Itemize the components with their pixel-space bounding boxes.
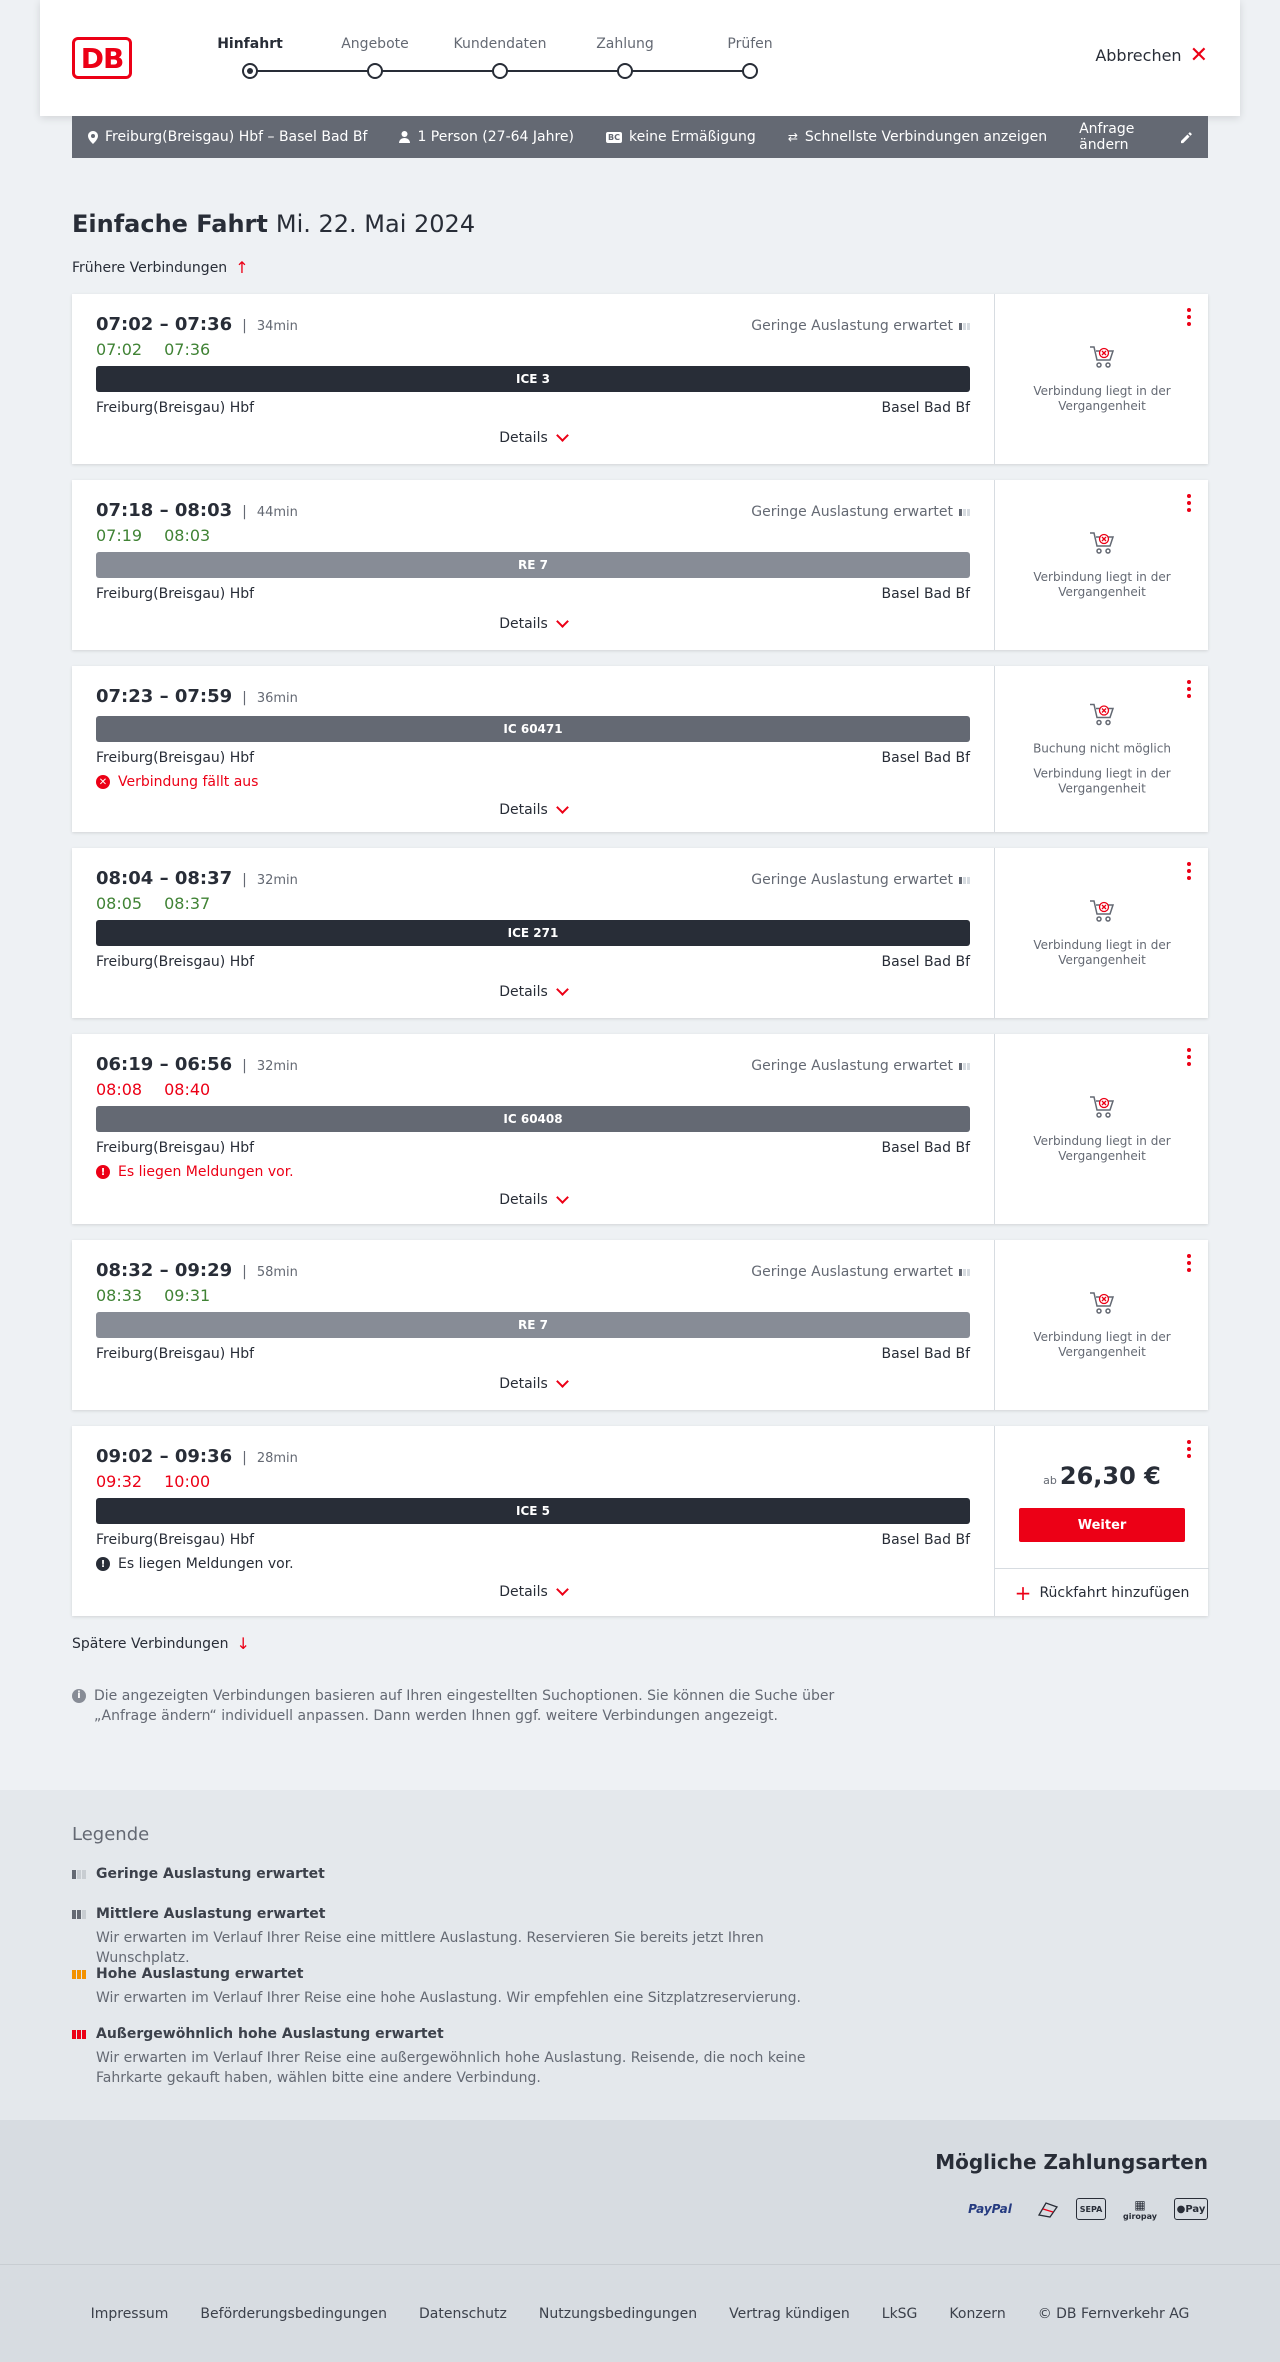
times-separator: | xyxy=(242,1058,247,1074)
realtime-arrival: 08:40 xyxy=(164,1080,211,1099)
occupancy-low-icon xyxy=(959,877,970,884)
duration: 32min xyxy=(256,1059,298,1074)
add-return-trip-label: Rückfahrt hinzufügen xyxy=(1039,1584,1190,1601)
stations xyxy=(96,1346,970,1362)
details-toggle[interactable] xyxy=(72,1584,994,1600)
connection-card[interactable] xyxy=(72,1240,1208,1410)
legend-section xyxy=(0,1790,1280,2120)
connection-side-panel xyxy=(994,1426,1208,1616)
unavailable-info xyxy=(995,1290,1209,1360)
apple-glyph: ● xyxy=(1176,2203,1186,2215)
route-summary xyxy=(88,129,367,145)
occupancy-low-icon xyxy=(959,1269,970,1276)
departure-station: Freiburg(Breisgau) Hbf xyxy=(96,400,255,416)
duration: 58min xyxy=(256,1265,298,1280)
payment-icons xyxy=(960,2196,1208,2222)
stations xyxy=(96,400,970,416)
unavailable-message: Buchung nicht möglich xyxy=(1033,741,1171,756)
connection-side-panel xyxy=(994,1240,1208,1410)
person-icon xyxy=(399,131,410,143)
times-separator: | xyxy=(242,690,247,706)
cart-unavailable-icon xyxy=(1011,344,1193,374)
paypal-icon: PayPal xyxy=(968,2202,1012,2216)
close-icon: ✕ xyxy=(1189,42,1208,68)
occupancy-level-icon xyxy=(72,1910,88,1919)
legend-item-title xyxy=(72,2026,852,2042)
planned-times: 07:18 – 08:03 xyxy=(96,500,233,521)
train-bar[interactable]: ICE 5 xyxy=(96,1498,970,1524)
legend-item-label: Außergewöhnlich hohe Auslastung erwartet xyxy=(96,2026,444,2042)
duration: 34min xyxy=(256,319,298,334)
cart-unavailable-icon xyxy=(1011,702,1193,732)
chevron-down-icon xyxy=(556,1375,569,1388)
more-options-icon[interactable] xyxy=(1184,1440,1194,1458)
earlier-connections-link[interactable] xyxy=(72,258,249,277)
arrow-down-icon: ↓ xyxy=(236,1634,250,1653)
planned-times: 07:23 – 07:59 xyxy=(96,686,233,707)
occupancy-low-icon xyxy=(959,509,970,516)
planned-times: 09:02 – 09:36 xyxy=(96,1446,233,1467)
occupancy-level-icon xyxy=(72,2030,88,2039)
details-label: Details xyxy=(499,1376,548,1392)
trip-date: Mi. 22. Mai 2024 xyxy=(275,210,476,238)
arrival-station: Basel Bad Bf xyxy=(881,586,970,602)
occupancy-text: Geringe Auslastung erwartet xyxy=(751,1058,953,1074)
passenger-text: 1 Person (27-64 Jahre) xyxy=(417,129,574,145)
details-toggle[interactable] xyxy=(72,802,994,818)
unavailable-message: Verbindung liegt in der Vergangenheit xyxy=(1033,766,1171,796)
connection-card[interactable] xyxy=(72,1426,1208,1616)
unavailable-info xyxy=(995,344,1209,414)
stations xyxy=(96,750,970,766)
step-zahlung[interactable]: Zahlung xyxy=(596,36,654,52)
connection-main[interactable] xyxy=(72,1426,994,1616)
realtime-departure: 08:33 xyxy=(96,1286,143,1305)
times-separator: | xyxy=(242,872,247,888)
step-dot-kundendaten xyxy=(492,63,508,79)
arrival-station: Basel Bad Bf xyxy=(881,750,970,766)
more-options-icon[interactable] xyxy=(1184,862,1194,880)
connection-side-panel xyxy=(994,1034,1208,1224)
connection-main[interactable] xyxy=(72,294,994,464)
realtime-arrival: 08:37 xyxy=(164,894,211,913)
realtime-times xyxy=(96,1286,210,1305)
giropay-label: giropay xyxy=(1122,2211,1157,2221)
discount-summary xyxy=(606,129,756,145)
duration: 44min xyxy=(256,505,298,520)
cart-unavailable-icon xyxy=(1011,1094,1193,1124)
earlier-connections-label: Frühere Verbindungen xyxy=(72,259,228,276)
step-angebote[interactable]: Angebote xyxy=(341,36,409,52)
connection-main[interactable] xyxy=(72,666,994,832)
planned-times: 06:19 – 06:56 xyxy=(96,1054,233,1075)
details-toggle[interactable] xyxy=(72,1192,994,1208)
unavailable-message: Verbindung liegt in der Vergangenheit xyxy=(1033,570,1171,599)
stations xyxy=(96,1140,970,1156)
details-toggle[interactable] xyxy=(72,984,994,1000)
bahncard-icon: BC xyxy=(608,132,620,142)
legend-item xyxy=(72,1966,852,2008)
realtime-departure: 07:02 xyxy=(96,340,143,359)
connection-times xyxy=(96,1054,298,1075)
realtime-arrival: 07:36 xyxy=(164,340,211,359)
more-options-icon[interactable] xyxy=(1184,494,1194,512)
connection-times xyxy=(96,500,298,521)
details-label: Details xyxy=(499,616,548,632)
departure-station: Freiburg(Breisgau) Hbf xyxy=(96,1346,255,1362)
occupancy-text: Geringe Auslastung erwartet xyxy=(751,872,953,888)
db-logo[interactable]: DB xyxy=(72,37,132,79)
apple-pay-icon xyxy=(1174,2198,1208,2220)
departure-station: Freiburg(Breisgau) Hbf xyxy=(96,750,255,766)
passenger-summary xyxy=(399,129,574,145)
chevron-down-icon xyxy=(556,983,569,996)
connection-times xyxy=(96,868,298,889)
footer-link[interactable]: © DB Fernverkehr AG xyxy=(1037,2305,1190,2322)
times-separator: | xyxy=(242,318,247,334)
connection-card[interactable] xyxy=(72,666,1208,832)
realtime-times xyxy=(96,526,210,545)
connection-times xyxy=(96,314,298,335)
connection-times xyxy=(96,1446,298,1467)
occupancy-info xyxy=(751,1264,970,1280)
trip-type: Einfache Fahrt xyxy=(72,210,268,238)
more-options-icon[interactable] xyxy=(1184,680,1194,698)
connection-main[interactable] xyxy=(72,480,994,650)
departure-station: Freiburg(Breisgau) Hbf xyxy=(96,1532,255,1548)
giropay-symbol: ▦ xyxy=(1134,2197,1146,2212)
legend-item-label: Geringe Auslastung erwartet xyxy=(96,1866,325,1882)
notice-text: Es liegen Meldungen vor. xyxy=(118,1556,294,1572)
train-bar[interactable]: ICE 3 xyxy=(96,366,970,392)
footer xyxy=(0,2264,1280,2362)
connection-card[interactable] xyxy=(72,848,1208,1018)
price: 26,30 € xyxy=(1059,1462,1161,1490)
price-prefix: ab xyxy=(1043,1474,1057,1487)
info-note-text: Die angezeigten Verbindungen basieren auf Ihren eingestellten Suchoptionen. Sie können die Suche über „Anfrage ändern“ individuell anpassen. Dann werden Ihnen ggf. weitere Verbindungen angezeigt. xyxy=(94,1688,835,1724)
cancelled-icon: ✕ xyxy=(96,775,110,789)
connection-notice xyxy=(96,1556,294,1572)
occupancy-level-icon xyxy=(72,1870,88,1879)
stations xyxy=(96,954,970,970)
connection-notice xyxy=(96,774,258,790)
details-label: Details xyxy=(499,1192,548,1208)
option-summary xyxy=(788,129,1047,145)
details-label: Details xyxy=(499,984,548,1000)
connection-card[interactable] xyxy=(72,294,1208,464)
connection-times xyxy=(96,686,298,707)
giropay-icon xyxy=(1122,2196,1158,2222)
arrival-station: Basel Bad Bf xyxy=(881,1346,970,1362)
legend-item-title xyxy=(72,1906,852,1922)
train-bar[interactable]: RE 7 xyxy=(96,552,970,578)
route-text: Freiburg(Breisgau) Hbf – Basel Bad Bf xyxy=(105,129,368,145)
occupancy-text: Geringe Auslastung erwartet xyxy=(751,1264,953,1280)
occupancy-info xyxy=(751,318,970,334)
footer-link[interactable]: Beförderungsbedingungen xyxy=(200,2305,387,2322)
stations xyxy=(96,1532,970,1548)
planned-times: 08:32 – 09:29 xyxy=(96,1260,233,1281)
details-toggle[interactable] xyxy=(72,430,994,446)
location-pin-icon xyxy=(88,131,98,144)
warning-icon: ! xyxy=(96,1165,110,1179)
connection-card[interactable] xyxy=(72,480,1208,650)
cancel-label: Abbrechen xyxy=(1095,46,1182,65)
unavailable-message: Verbindung liegt in der Vergangenheit xyxy=(1033,1330,1171,1359)
stations xyxy=(96,586,970,602)
connection-side-panel xyxy=(994,848,1208,1018)
cart-unavailable-icon xyxy=(1011,1290,1193,1320)
realtime-times xyxy=(96,340,210,359)
realtime-departure: 09:32 xyxy=(96,1472,143,1491)
connection-main[interactable] xyxy=(72,1240,994,1410)
occupancy-low-icon xyxy=(959,323,970,330)
swap-arrows-icon: ⇄ xyxy=(787,130,798,144)
unavailable-info xyxy=(995,530,1209,600)
details-toggle[interactable] xyxy=(72,1376,994,1392)
legend-item-label: Mittlere Auslastung erwartet xyxy=(96,1906,326,1922)
occupancy-info xyxy=(751,872,970,888)
legend-item-label: Hohe Auslastung erwartet xyxy=(96,1966,304,1982)
legend-item-description: Wir erwarten im Verlauf Ihrer Reise eine außergewöhnlich hohe Auslastung. Reisende, die noch keine Fahrkarte gekauft haben, wählen bitte eine andere Verbindung. xyxy=(96,2050,806,2086)
edit-request-label: Anfrage ändern xyxy=(1079,121,1135,153)
connection-side-panel xyxy=(994,666,1208,832)
footer-link[interactable]: Nutzungsbedingungen xyxy=(538,2305,698,2322)
add-return-trip-link[interactable] xyxy=(995,1568,1209,1616)
realtime-arrival: 09:31 xyxy=(164,1286,211,1305)
credit-card-icon xyxy=(1036,2196,1060,2222)
legend-item-description: Wir erwarten im Verlauf Ihrer Reise eine mittlere Auslastung. Reservieren Sie bereits jetzt Ihren Wunschplatz. xyxy=(96,1930,764,1966)
chevron-down-icon xyxy=(556,615,569,628)
times-separator: | xyxy=(242,1450,247,1466)
legend-item xyxy=(72,1906,852,1968)
later-connections-label: Spätere Verbindungen xyxy=(72,1635,229,1652)
occupancy-text: Geringe Auslastung erwartet xyxy=(751,318,953,334)
legend-item xyxy=(72,1866,852,1882)
unavailable-message: Verbindung liegt in der Vergangenheit xyxy=(1033,938,1171,967)
footer-link[interactable]: Konzern xyxy=(949,2305,1006,2322)
step-kundendaten[interactable]: Kundendaten xyxy=(453,36,547,52)
realtime-arrival: 10:00 xyxy=(164,1472,211,1491)
unavailable-message: Verbindung liegt in der Vergangenheit xyxy=(1033,384,1171,413)
details-toggle[interactable] xyxy=(72,616,994,632)
step-hinfahrt: Hinfahrt xyxy=(217,36,283,52)
sepa-icon: SEPA xyxy=(1076,2198,1106,2220)
realtime-arrival: 08:03 xyxy=(164,526,211,545)
occupancy-info xyxy=(751,504,970,520)
continue-button[interactable]: Weiter xyxy=(1019,1508,1185,1542)
realtime-times xyxy=(96,1080,210,1099)
unavailable-info xyxy=(995,1094,1209,1164)
connection-main[interactable] xyxy=(72,1034,994,1224)
footer-link[interactable]: LkSG xyxy=(881,2305,918,2322)
occupancy-info xyxy=(751,1058,970,1074)
step-dot-pruefen xyxy=(742,63,758,79)
footer-link[interactable]: Vertrag kündigen xyxy=(729,2305,850,2322)
discount-text: keine Ermäßigung xyxy=(628,129,756,145)
chevron-down-icon xyxy=(556,1191,569,1204)
train-bar[interactable]: IC 60471 xyxy=(96,716,970,742)
connection-main[interactable] xyxy=(72,848,994,1018)
duration: 36min xyxy=(256,691,298,706)
apple-pay-label: Pay xyxy=(1185,2203,1206,2215)
connection-card[interactable] xyxy=(72,1034,1208,1224)
details-label: Details xyxy=(499,1584,548,1600)
arrival-station: Basel Bad Bf xyxy=(881,400,970,416)
connection-notice xyxy=(96,1164,294,1180)
step-dot-zahlung xyxy=(617,63,633,79)
legend-item-title xyxy=(72,1866,852,1882)
realtime-times xyxy=(96,894,210,913)
info-note xyxy=(72,1686,852,1726)
notice-text: Es liegen Meldungen vor. xyxy=(118,1164,294,1180)
info-icon: i xyxy=(72,1689,86,1703)
departure-station: Freiburg(Breisgau) Hbf xyxy=(96,1140,255,1156)
footer-link[interactable]: Datenschutz xyxy=(418,2305,507,2322)
notice-text: Verbindung fällt aus xyxy=(118,774,259,790)
chevron-down-icon xyxy=(556,1583,569,1596)
cancel-button[interactable] xyxy=(1095,42,1208,68)
occupancy-low-icon xyxy=(959,1063,970,1070)
occupancy-text: Geringe Auslastung erwartet xyxy=(751,504,953,520)
search-summary-bar xyxy=(72,116,1208,158)
legend-item-title xyxy=(72,1966,852,1982)
payment-methods-section xyxy=(0,2120,1280,2264)
pencil-icon xyxy=(1181,131,1192,144)
chevron-down-icon xyxy=(556,801,569,814)
planned-times: 07:02 – 07:36 xyxy=(96,314,233,335)
train-bar[interactable]: ICE 271 xyxy=(96,920,970,946)
more-options-icon[interactable] xyxy=(1184,1048,1194,1066)
page-title xyxy=(72,210,475,238)
arrival-station: Basel Bad Bf xyxy=(881,1532,970,1548)
arrival-station: Basel Bad Bf xyxy=(881,954,970,970)
train-bar[interactable]: RE 7 xyxy=(96,1312,970,1338)
cart-unavailable-icon xyxy=(1011,898,1193,928)
payment-methods-title: Mögliche Zahlungsarten xyxy=(935,2150,1208,2174)
planned-times: 08:04 – 08:37 xyxy=(96,868,233,889)
booking-stepper xyxy=(180,36,773,86)
chevron-down-icon xyxy=(556,429,569,442)
details-label: Details xyxy=(499,430,548,446)
later-connections-link[interactable] xyxy=(72,1634,250,1653)
cart-unavailable-icon xyxy=(1011,530,1193,560)
unavailable-info xyxy=(995,898,1209,968)
times-separator: | xyxy=(242,1264,247,1280)
price-box xyxy=(995,1462,1209,1490)
more-options-icon[interactable] xyxy=(1184,308,1194,326)
unavailable-message: Verbindung liegt in der Vergangenheit xyxy=(1033,1134,1171,1163)
realtime-departure: 08:05 xyxy=(96,894,143,913)
unavailable-info xyxy=(995,702,1209,797)
details-label: Details xyxy=(499,802,548,818)
arrival-station: Basel Bad Bf xyxy=(881,1140,970,1156)
footer-link[interactable]: Impressum xyxy=(90,2305,169,2322)
train-bar[interactable]: IC 60408 xyxy=(96,1106,970,1132)
plus-icon: + xyxy=(1014,1580,1032,1605)
realtime-departure: 08:08 xyxy=(96,1080,143,1099)
legend-item xyxy=(72,2026,852,2088)
connection-times xyxy=(96,1260,298,1281)
step-dot-hinfahrt xyxy=(242,63,258,79)
times-separator: | xyxy=(242,504,247,520)
realtime-departure: 07:19 xyxy=(96,526,143,545)
legend-item-description: Wir erwarten im Verlauf Ihrer Reise eine hohe Auslastung. Wir empfehlen eine Sitzplatzreservierung. xyxy=(96,1990,801,2006)
option-text: Schnellste Verbindungen anzeigen xyxy=(804,129,1048,145)
duration: 28min xyxy=(256,1451,298,1466)
departure-station: Freiburg(Breisgau) Hbf xyxy=(96,954,255,970)
edit-request-button[interactable] xyxy=(1079,121,1192,153)
arrow-up-icon: ↑ xyxy=(235,258,249,277)
realtime-times xyxy=(96,1472,210,1491)
step-dot-angebote xyxy=(367,63,383,79)
more-options-icon[interactable] xyxy=(1184,1254,1194,1272)
step-pruefen[interactable]: Prüfen xyxy=(727,36,773,52)
header xyxy=(40,0,1240,116)
departure-station: Freiburg(Breisgau) Hbf xyxy=(96,586,255,602)
duration: 32min xyxy=(256,873,298,888)
warning-icon: ! xyxy=(96,1557,110,1571)
legend-title: Legende xyxy=(72,1824,150,1845)
connection-side-panel xyxy=(994,294,1208,464)
connection-side-panel xyxy=(994,480,1208,650)
occupancy-level-icon xyxy=(72,1970,88,1979)
